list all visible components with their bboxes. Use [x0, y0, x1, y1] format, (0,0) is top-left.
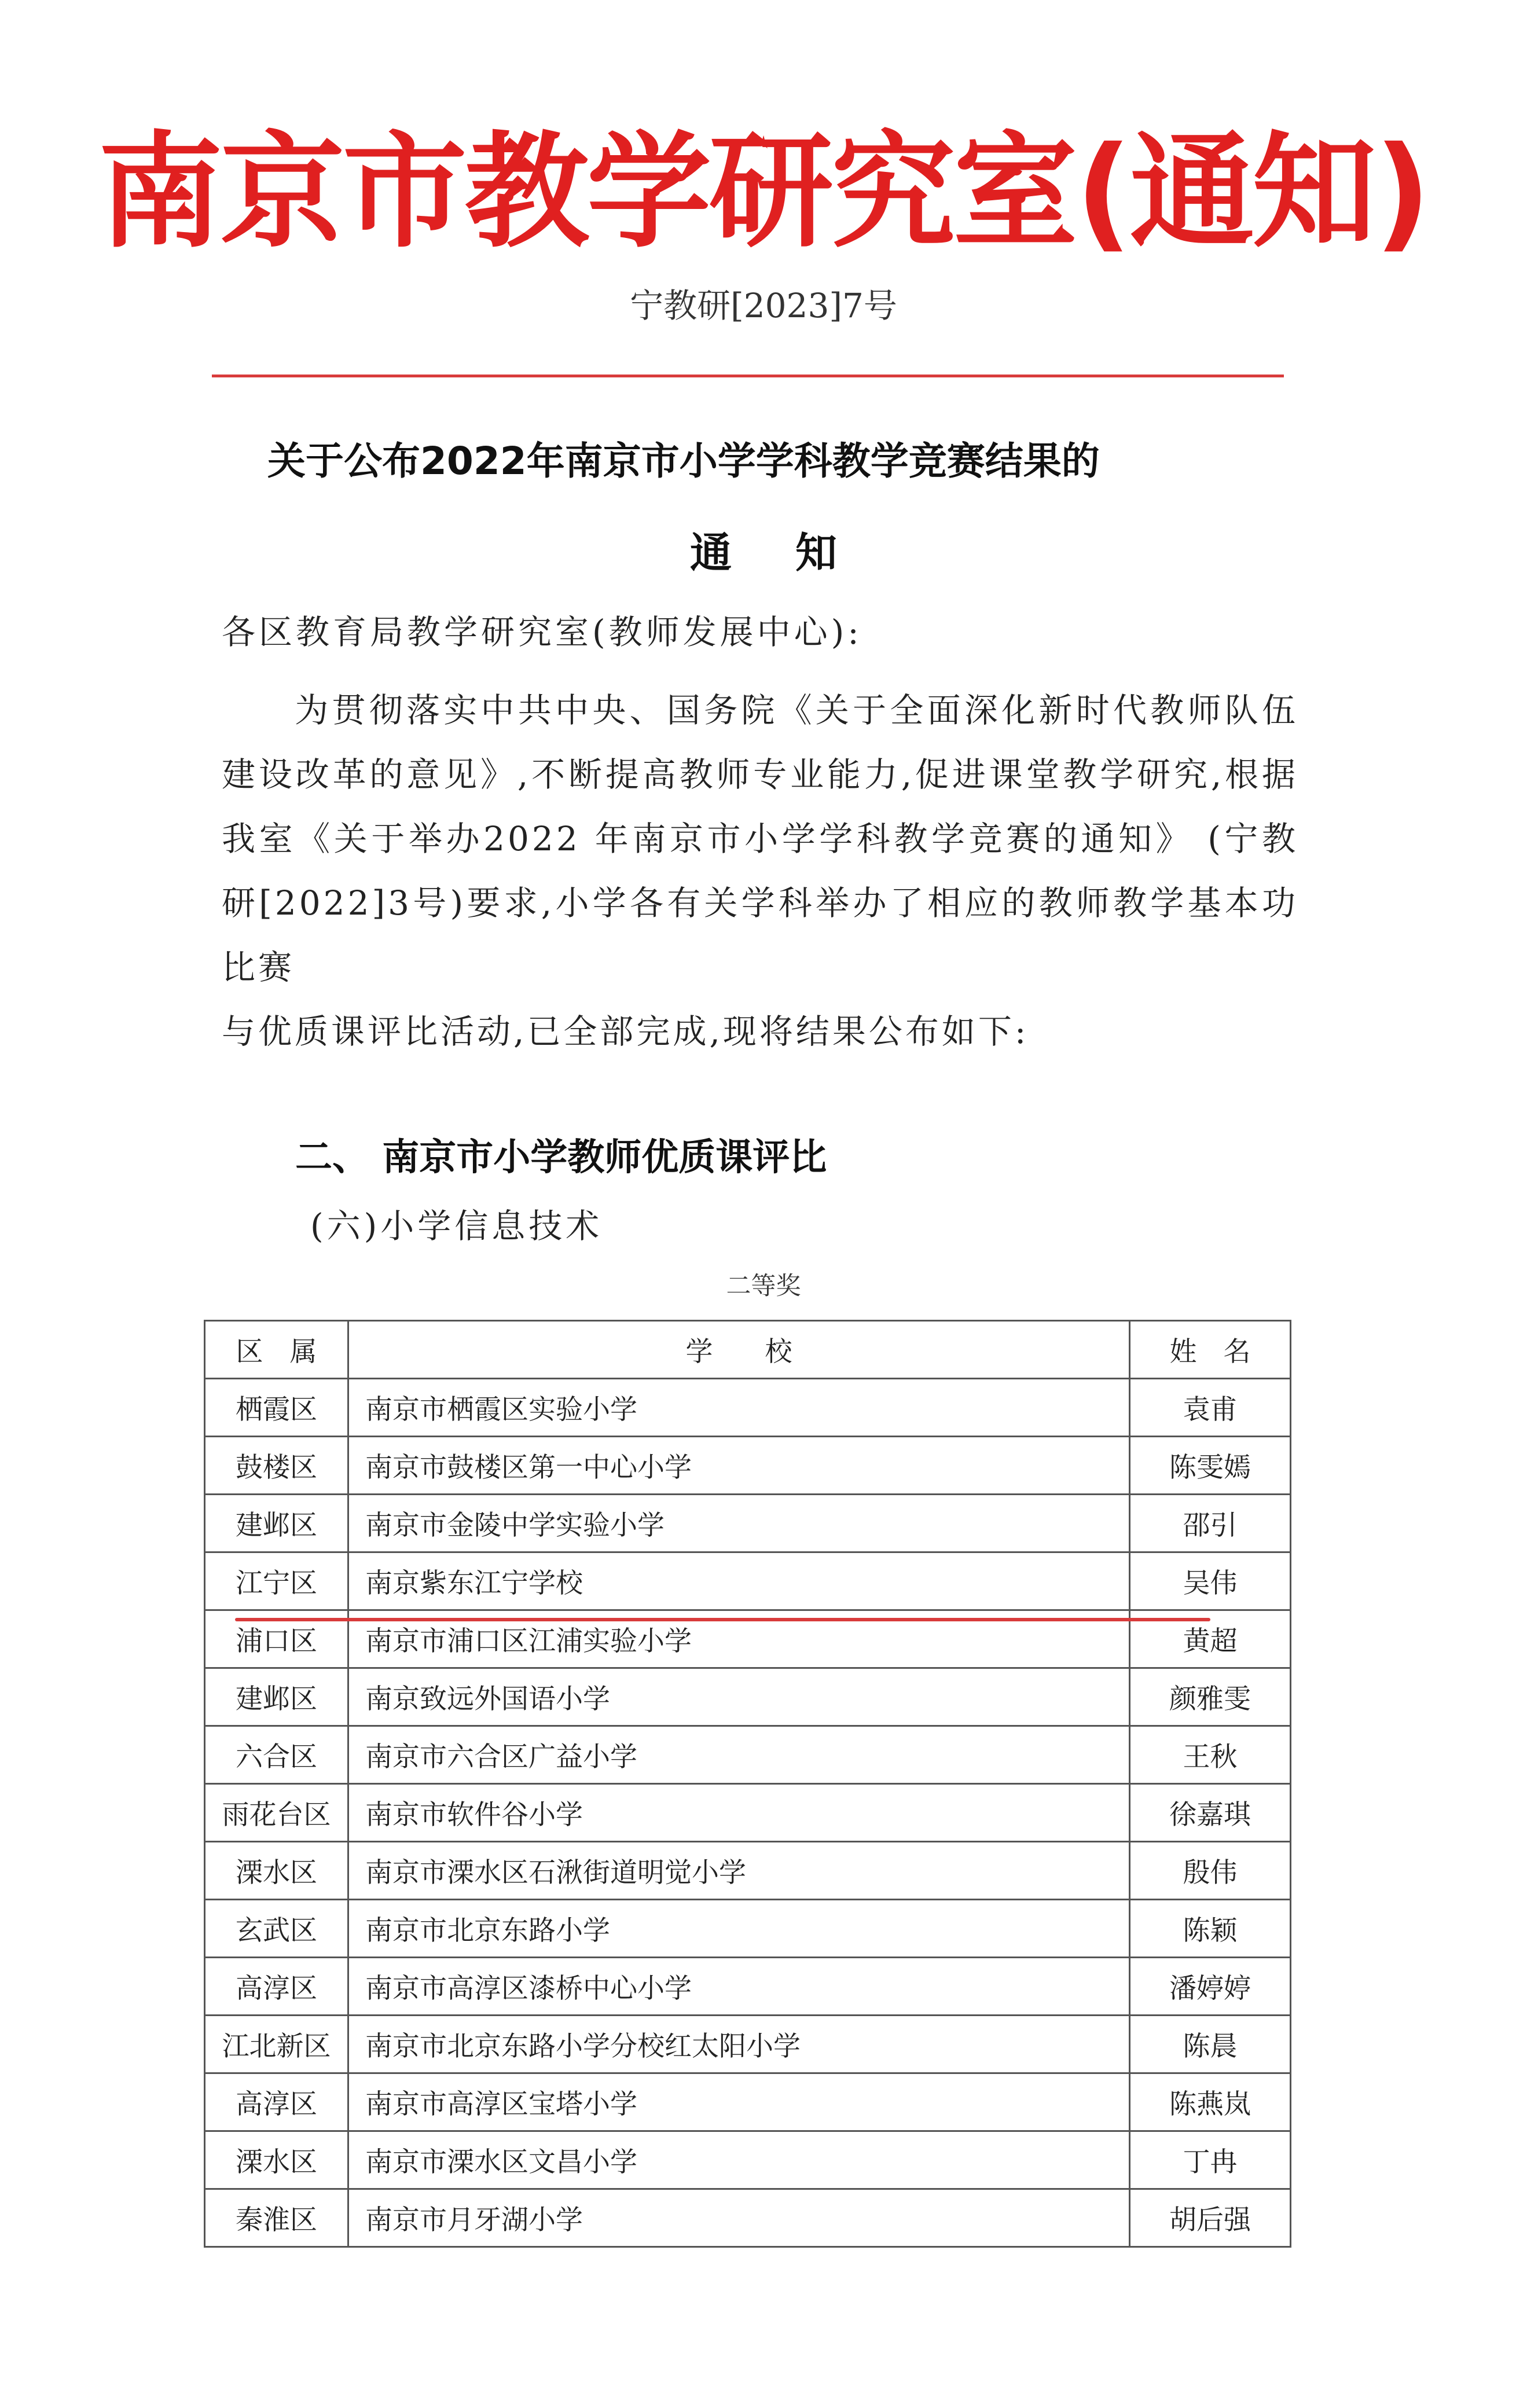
table-row [205, 1379, 1291, 1437]
cell-school: 南京市高淳区漆桥中心小学 [348, 1958, 1130, 2016]
paragraph-text: 为贯彻落实中共中央、国务院《关于全面深化新时代教师队伍建设改革的意见》,不断提高教师专业能力,促进课堂教学研究,根据我室《关于举办2022 年南京市小学学科教学竞赛的通知》 (宁教研[2022]3号)要求,小学各有关学科举办了相应的教师教学基本功比赛 [222, 691, 1298, 987]
results-table [204, 1320, 1291, 2248]
table-row [205, 2016, 1291, 2073]
cell-name: 徐嘉琪 [1130, 1784, 1291, 1842]
cell-school: 南京市月牙湖小学 [348, 2189, 1130, 2247]
table-row [205, 2131, 1291, 2189]
cell-district: 高淳区 [205, 1958, 348, 2016]
cell-district: 溧水区 [205, 1842, 348, 1900]
cell-district: 浦口区 [205, 1610, 348, 1668]
salutation: 各区教育局教学研究室(教师发展中心): [222, 612, 862, 652]
cell-school: 南京市鼓楼区第一中心小学 [348, 1437, 1130, 1495]
cell-district: 高淳区 [205, 2073, 348, 2131]
cell-name: 黄超 [1130, 1610, 1291, 1668]
cell-school: 南京市软件谷小学 [348, 1784, 1130, 1842]
highlight-underline [235, 1618, 1210, 1621]
cell-name: 颜雅雯 [1130, 1668, 1291, 1726]
cell-school: 南京市溧水区石湫街道明觉小学 [348, 1842, 1130, 1900]
cell-district: 江北新区 [205, 2016, 348, 2073]
cell-name: 陈颖 [1130, 1900, 1291, 1958]
table-header-row [205, 1321, 1291, 1379]
cell-district: 玄武区 [205, 1900, 348, 1958]
table-row [205, 1842, 1291, 1900]
subsection-heading: (六)小学信息技术 [310, 1206, 603, 1246]
paragraph-continuation: 与优质课评比活动,已全部完成,现将结果公布如下: [222, 1012, 1029, 1051]
cell-district: 溧水区 [205, 2131, 348, 2189]
cell-school: 南京市六合区广益小学 [348, 1726, 1130, 1784]
cell-district: 秦淮区 [205, 2189, 348, 2247]
table-row [205, 2073, 1291, 2131]
cell-name: 胡后强 [1130, 2189, 1291, 2247]
cell-school: 南京致远外国语小学 [348, 1668, 1130, 1726]
cell-name: 陈燕岚 [1130, 2073, 1291, 2131]
header-name: 姓名 [1130, 1321, 1291, 1379]
cell-name: 吴伟 [1130, 1552, 1291, 1610]
cell-name: 袁甫 [1130, 1379, 1291, 1437]
table-row [205, 1784, 1291, 1842]
table-row [205, 1437, 1291, 1495]
cell-school: 南京市金陵中学实验小学 [348, 1495, 1130, 1552]
table-row [205, 1668, 1291, 1726]
cell-name: 丁冉 [1130, 2131, 1291, 2189]
cell-name: 潘婷婷 [1130, 1958, 1291, 2016]
cell-name: 王秋 [1130, 1726, 1291, 1784]
notice-title: 关于公布2022年南京市小学学科教学竞赛结果的 [267, 439, 1100, 483]
cell-district: 栖霞区 [205, 1379, 348, 1437]
table-row [205, 1958, 1291, 2016]
document-number: 宁教研[2023]7号 [630, 286, 897, 325]
cell-district: 六合区 [205, 1726, 348, 1784]
cell-name: 邵引 [1130, 1495, 1291, 1552]
cell-school: 南京紫东江宁学校 [348, 1552, 1130, 1610]
award-level: 二等奖 [726, 1272, 801, 1301]
table-row [205, 1900, 1291, 1958]
table-row [205, 1495, 1291, 1552]
cell-school: 南京市北京东路小学分校红太阳小学 [348, 2016, 1130, 2073]
table-row [205, 2189, 1291, 2247]
cell-district: 建邺区 [205, 1495, 348, 1552]
header-district: 区属 [205, 1321, 348, 1379]
table-row [205, 1552, 1291, 1610]
cell-district: 雨花台区 [205, 1784, 348, 1842]
header-school: 学校 [348, 1321, 1130, 1379]
cell-school: 南京市北京东路小学 [348, 1900, 1130, 1958]
cell-school: 南京市高淳区宝塔小学 [348, 2073, 1130, 2131]
cell-district: 建邺区 [205, 1668, 348, 1726]
cell-name: 陈雯嫣 [1130, 1437, 1291, 1495]
body-paragraph [222, 678, 1298, 1064]
cell-name: 陈晨 [1130, 2016, 1291, 2073]
cell-name: 殷伟 [1130, 1842, 1291, 1900]
cell-district: 江宁区 [205, 1552, 348, 1610]
cell-district: 鼓楼区 [205, 1437, 348, 1495]
table-row [205, 1726, 1291, 1784]
cell-school: 南京市浦口区江浦实验小学 [348, 1610, 1130, 1668]
cell-school: 南京市溧水区文昌小学 [348, 2131, 1130, 2189]
masthead-title: 南京市教学研究室(通知) [98, 119, 1429, 265]
section-heading: 二、 南京市小学教师优质课评比 [295, 1136, 827, 1179]
notice-title-word: 通知 [689, 528, 901, 577]
cell-school: 南京市栖霞区实验小学 [348, 1379, 1130, 1437]
red-divider [212, 375, 1284, 377]
